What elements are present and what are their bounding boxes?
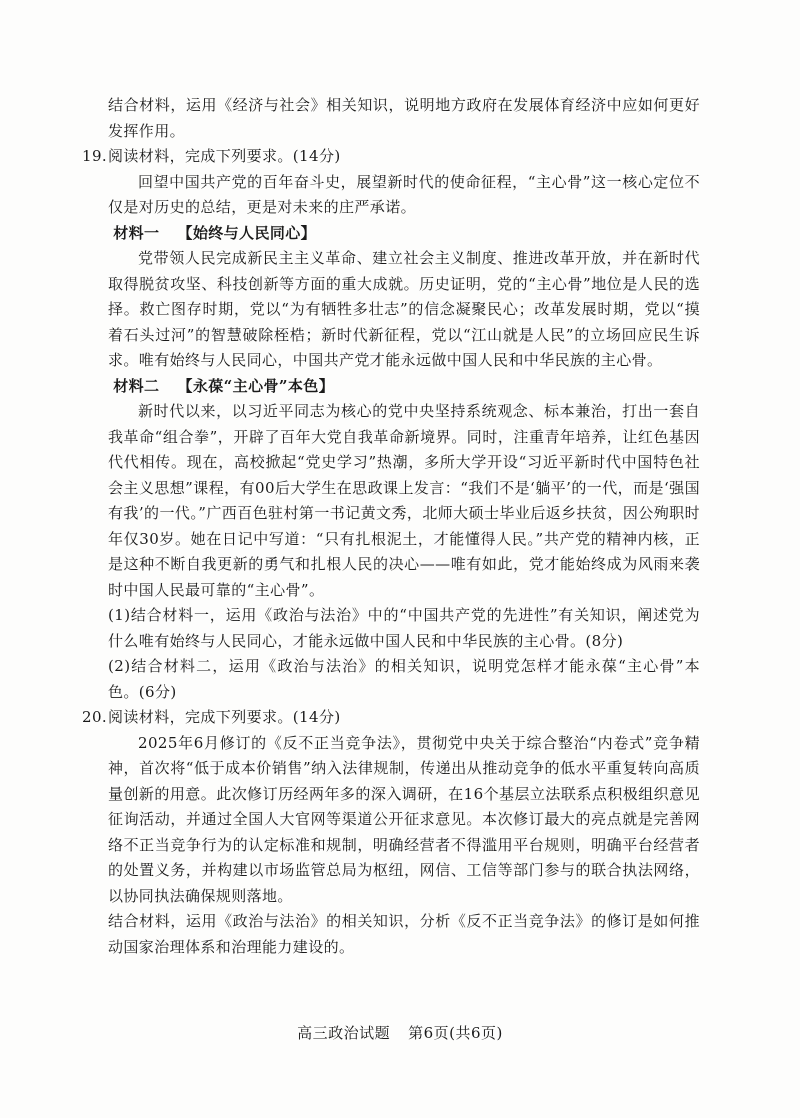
q20-question: 结合材料，运用《政治与法治》的相关知识，分析《反不正当竞争法》的修订是如何推动国家治理体系和治理能力建设的。	[108, 912, 700, 956]
question-19	[82, 144, 700, 705]
footer-exam-title: 高三政治试题	[297, 1024, 391, 1042]
q20-material: 2025年6月修订的《反不正当竞争法》，贯彻党中央关于综合整治“内卷式”竞争精神，首次将“低于成本价销售”纳入法律规制，传递出从推动竞争的低水平重复转向高质量创新的用意。此次修订历经两年多的深入调研，在16个基层立法联系点积极组织意见征询活动，并通过全国人大官网等渠道公开征求意见。本次修订最大的亮点就是完善网络不正当竞争行为的认定标准和规制，明确经营者不得滥用平台规则，明确平台经营者的处置义务，并构建以市场监管总局为枢纽，网信、工信等部门参与的联合执法网络，以协同执法确保规则落地。	[108, 733, 700, 905]
q20-stem: 阅读材料，完成下列要求。(14分)	[108, 708, 341, 726]
q19-header	[82, 144, 700, 170]
page-footer	[0, 1022, 800, 1043]
q20-header	[82, 705, 700, 731]
footer-page-number: 第6页(共6页)	[408, 1024, 503, 1042]
page-content	[82, 93, 700, 960]
q18-tail-question: 结合材料，运用《经济与社会》相关知识，说明地方政府在发展体育经济中应如何更好发挥作用。	[108, 96, 700, 140]
q19-material1-heading	[108, 221, 700, 247]
q19-material2-text: 新时代以来，以习近平同志为核心的党中央坚持系统观念、标本兼治，打出一套自我革命“组合拳”，开辟了百年大党自我革命新境界。同时，注重青年培养，让红色基因代代相传。现在，高校掀起“党史学习”热潮，多所大学开设“习近平新时代中国特色社会主义思想”课程，有00后大学生在思政课上发言：“我们不是‘躺平’的一代，而是‘强国有我’的一代。”广西百色驻村第一书记黄文秀，北师大硕士毕业后返乡扶贫，因公殉职时年仅30岁。她在日记中写道：“只有扎根泥土，才能懂得人民。”共产党的精神内核，正是这种不断自我更新的勇气和扎根人民的决心——唯有如此，党才能始终成为风雨来袭时中国人民最可靠的“主心骨”。	[108, 402, 700, 599]
q19-material2-title: 【永葆“主心骨”本色】	[177, 376, 335, 395]
q19-number: 19.	[82, 147, 108, 165]
q19-subquestion-2: (2)结合材料二，运用《政治与法治》的相关知识，说明党怎样才能永葆“主心骨”本色。(6分)	[108, 657, 700, 701]
q19-material2-heading	[108, 374, 700, 400]
q19-material1-text: 党带领人民完成新民主主义革命、建立社会主义制度、推进改革开放，并在新时代取得脱贫攻坚、科技创新等方面的重大成就。历史证明，党的“主心骨”地位是人民的选择。救亡图存时期，党以“为有牺牲多壮志”的信念凝聚民心；改革发展时期，党以“摸着石头过河”的智慧破除桎梏；新时代新征程，党以“江山就是人民”的立场回应民生诉求。唯有始终与人民同心，中国共产党才能永远做中国人民和中华民族的主心骨。	[108, 249, 700, 369]
q19-material1-title: 【始终与人民同心】	[177, 223, 317, 242]
q20-number: 20.	[82, 708, 108, 726]
q19-material1-label: 材料一	[113, 223, 160, 242]
q19-stem: 阅读材料，完成下列要求。(14分)	[108, 147, 341, 165]
q19-subquestion-1: (1)结合材料一，运用《政治与法治》中的“中国共产党的先进性”有关知识，阐述党为什么唯有始终与人民同心，才能永远做中国人民和中华民族的主心骨。(8分)	[108, 606, 700, 650]
question-20	[82, 705, 700, 960]
q19-material2-label: 材料二	[113, 376, 160, 395]
q19-intro: 回望中国共产党的百年奋斗史，展望新时代的使命征程，“主心骨”这一核心定位不仅是对历史的总结，更是对未来的庄严承诺。	[108, 172, 700, 216]
